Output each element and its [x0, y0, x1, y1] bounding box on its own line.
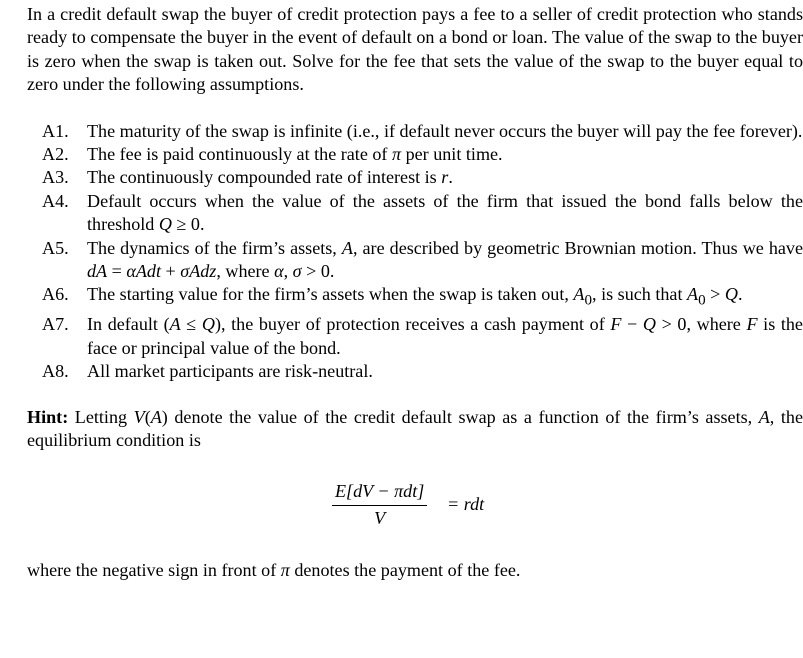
- problem-page: [27, 3, 803, 582]
- assumption-label: A1.: [42, 120, 69, 141]
- assumption-a1: [42, 120, 803, 143]
- assumption-a2: [42, 143, 803, 166]
- assumption-label: A8.: [42, 361, 69, 382]
- equation-fraction: [332, 480, 427, 531]
- assumption-text: The fee is paid continuously at the rate of π per unit time.: [87, 144, 503, 165]
- assumption-label: A4.: [42, 190, 69, 211]
- assumption-text: In default (A ≤ Q), the buyer of protection receives a cash payment of F − Q > 0, where F is the face or principal value of the bond.: [87, 314, 803, 358]
- hint-label: Hint:: [27, 406, 69, 427]
- hint-paragraph: Hint: Letting V(A) denote the value of the credit default swap as a function of the firm’s assets, A, the equilibrium condition is: [27, 406, 803, 451]
- assumption-label: A3.: [42, 167, 69, 188]
- assumption-label: A6.: [42, 284, 69, 305]
- intro-paragraph: In a credit default swap the buyer of credit protection pays a fee to a seller of credit protection who stands ready to compensate the buyer in the event of default on a bond or loan. The value of the swap to the buyer is zero when the swap is taken out. Solve for the fee that sets the value of the swap to the buyer equal to zero under the following assumptions.: [27, 4, 803, 95]
- assumption-text: Default occurs when the value of the assets of the firm that issued the bond falls below the threshold Q ≥ 0.: [87, 190, 803, 235]
- assumption-text: The starting value for the firm’s assets when the swap is taken out, $A_0$, is such that $A_0 > Q$.: [87, 284, 743, 310]
- assumption-a6: [42, 283, 803, 313]
- closing-paragraph: where the negative sign in front of π denotes the payment of the fee.: [27, 559, 521, 580]
- assumption-label: A5.: [42, 237, 69, 258]
- equation-denominator: V: [374, 507, 386, 528]
- assumption-a5: [42, 237, 803, 284]
- assumption-a4: [42, 190, 803, 237]
- equation-numerator: E[dV − πdt]: [332, 480, 427, 506]
- equilibrium-equation: [27, 480, 803, 536]
- assumption-label: A7.: [42, 314, 69, 335]
- assumption-a3: [42, 166, 803, 189]
- assumption-text: All market participants are risk-neutral.: [87, 361, 373, 382]
- assumption-label: A2.: [42, 144, 69, 165]
- assumption-text: The maturity of the swap is infinite (i.e., if default never occurs the buyer will pay the fee forever).: [87, 120, 803, 141]
- equation-rhs: = rdt: [447, 493, 485, 514]
- assumption-a8: [42, 360, 803, 383]
- assumptions-list: [27, 120, 803, 384]
- assumption-a7: [42, 313, 803, 360]
- assumption-text: The continuously compounded rate of interest is r.: [87, 167, 453, 188]
- assumption-text: The dynamics of the firm’s assets, A, are described by geometric Brownian motion. Thus we have dA = αAdt + σAdz, where α, σ > 0.: [87, 237, 803, 282]
